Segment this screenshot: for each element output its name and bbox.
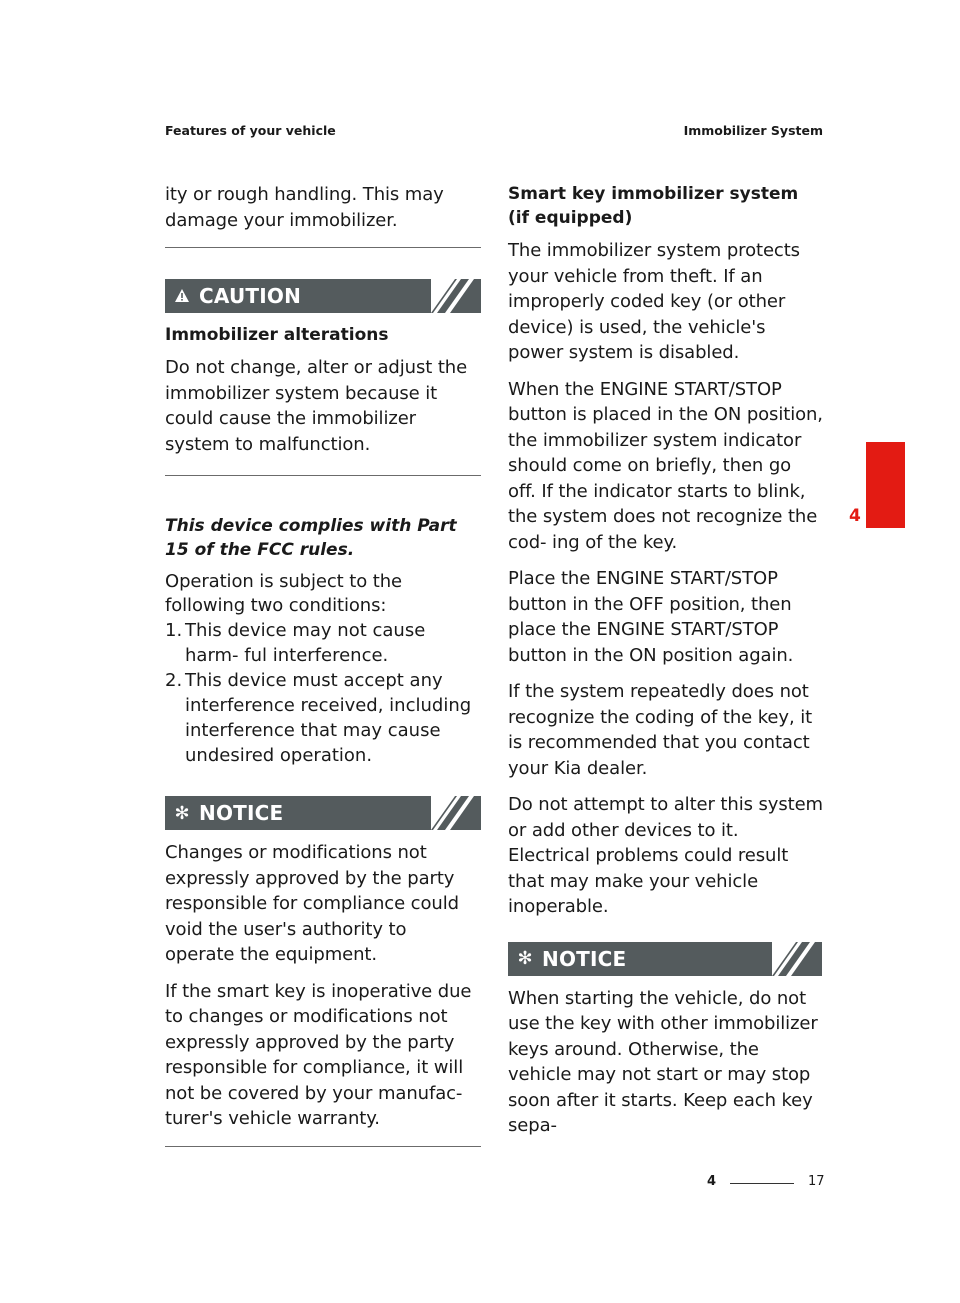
footer-divider xyxy=(730,1183,794,1184)
fcc-intro: Operation is subject to the following two conditions: xyxy=(165,571,402,616)
banner-slash-decoration xyxy=(772,942,822,976)
divider xyxy=(165,1146,481,1147)
asterisk-icon: ✻ xyxy=(174,802,190,824)
divider xyxy=(165,475,481,476)
running-header-right: Immobilizer System xyxy=(683,123,823,138)
chapter-side-tab xyxy=(866,442,905,528)
left-column xyxy=(165,182,481,1147)
footer-page-number: 17 xyxy=(808,1174,825,1189)
body-paragraph: If the system repeatedly does not recognize the coding of the key, it is recommended that you contact your Kia dealer. xyxy=(508,681,813,779)
caution-heading: Immobilizer alterations xyxy=(165,325,389,345)
notice-banner xyxy=(165,796,481,830)
list-item: 2. This device must accept any interference received, including interference that may cause undesired operation. xyxy=(165,670,472,766)
body-paragraph: The immobilizer system protects your vehicle from theft. If an improperly coded key (or other device) is used, the vehicle's power system is disabled. xyxy=(508,240,800,363)
warning-triangle-icon xyxy=(165,287,199,306)
running-header-left: Features of your vehicle xyxy=(165,123,336,138)
intro-paragraph: ity or rough handling. This may damage your immobilizer. xyxy=(165,184,444,231)
list-item: 1. This device may not cause harm- ful interference. xyxy=(165,620,426,666)
caution-banner xyxy=(165,279,481,313)
notice-label: NOTICE xyxy=(542,946,627,971)
body-paragraph: When the ENGINE START/STOP button is placed in the ON position, the immobilizer system indicator should come on briefly, then go off. If the indicator starts to blink, the system does not recognize the cod- ing of the key. xyxy=(508,378,823,553)
banner-slash-decoration xyxy=(431,796,481,830)
divider xyxy=(165,247,481,248)
notice-banner xyxy=(508,942,822,976)
chapter-side-number: 4 xyxy=(849,506,861,526)
fcc-heading: This device complies with Part 15 of the FCC rules. xyxy=(165,516,457,560)
notice-paragraph: If the smart key is inoperative due to changes or modifications not expressly approved by the party responsible for compliance, it will not be covered by your manufac- turer's vehicle warranty. xyxy=(165,980,472,1129)
right-column xyxy=(508,182,824,1150)
asterisk-icon: ✻ xyxy=(517,948,533,969)
caution-label: CAUTION xyxy=(199,284,302,308)
notice-body: When starting the vehicle, do not use the key with other immobilizer keys around. Otherwise, the vehicle may not start or may stop soon after it starts. Keep each key sepa- xyxy=(508,987,818,1136)
fcc-conditions-list xyxy=(165,618,481,768)
body-paragraph: Place the ENGINE START/STOP button in the OFF position, then place the ENGINE START/STOP button in the ON position again. xyxy=(508,568,794,666)
caution-body: Do not change, alter or adjust the immobilizer system because it could cause the immobilizer system to malfunction. xyxy=(165,357,468,455)
notice-label: NOTICE xyxy=(199,801,284,825)
footer-chapter-number: 4 xyxy=(707,1174,717,1189)
notice-paragraph: Changes or modifications not expressly approved by the party responsible for compliance could void the user's authority to operate the equipment. xyxy=(165,842,459,965)
section-heading: Smart key immobilizer system (if equipped) xyxy=(508,184,799,228)
body-paragraph: Do not attempt to alter this system or add other devices to it. Electrical problems could result that may make your vehicle inoperable. xyxy=(508,794,823,917)
banner-slash-decoration xyxy=(431,279,481,313)
